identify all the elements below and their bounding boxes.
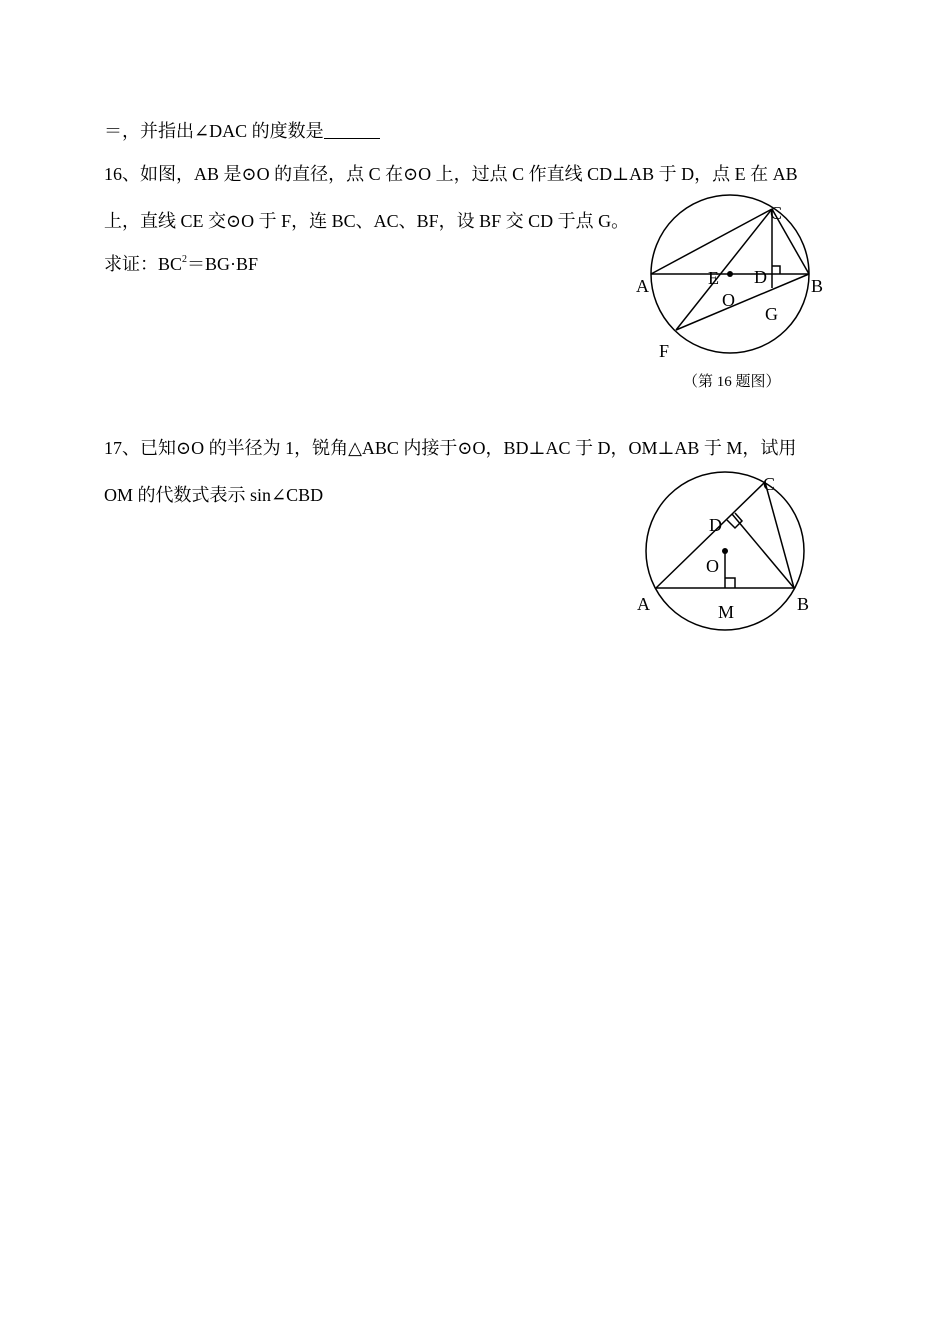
fig16-label-g: G	[765, 304, 778, 324]
fig17-label-a: A	[637, 594, 650, 614]
fig16-label-o: O	[722, 290, 735, 310]
fig16-caption: （第 16 题图）	[683, 374, 781, 390]
fig17-right-angle-m	[725, 578, 735, 588]
fig17-label-c: C	[763, 474, 776, 494]
q16-proof-prefix: 求证：BC	[104, 254, 183, 274]
q16-line1: 16、如图，AB 是⊙O 的直径，点 C 在⊙O 上，过点 C 作直线 CD⊥AB 于 D，点 E 在 AB	[104, 164, 798, 184]
fig17-center-dot	[722, 548, 728, 554]
fig17-label-d: D	[709, 515, 722, 535]
q16-proof-exponent: 2	[182, 254, 188, 265]
fig16-label-f: F	[659, 341, 670, 361]
fig17-side-bc	[765, 482, 794, 588]
fig17-label-o: O	[706, 556, 719, 576]
q16-line2: 上，直线 CE 交⊙O 于 F，连 BC、AC、BF，设 BF 交 CD 于点 G。	[104, 211, 630, 231]
fig16-label-a: A	[636, 276, 649, 296]
fig17-line-bd	[732, 514, 794, 588]
fig16-label-e: E	[708, 268, 719, 288]
q16-proof-suffix: ＝BG·BF	[187, 254, 259, 274]
fig16-label-b: B	[811, 276, 824, 296]
q17-line2: OM 的代数式表示 sin∠CBD	[104, 485, 324, 505]
fig17-label-m: M	[718, 602, 735, 622]
fig17-right-angle-d	[727, 513, 742, 528]
fig17-label-b: B	[797, 594, 810, 614]
fig16-label-d: D	[754, 267, 767, 287]
prev-question-text: ＝，并指出∠DAC 的度数是	[104, 121, 324, 141]
fig16-label-c: C	[770, 203, 783, 223]
q17-line1: 17、已知⊙O 的半径为 1，锐角△ABC 内接于⊙O，BD⊥AC 于 D，OM⊥AB 于 M，试用	[104, 438, 797, 458]
